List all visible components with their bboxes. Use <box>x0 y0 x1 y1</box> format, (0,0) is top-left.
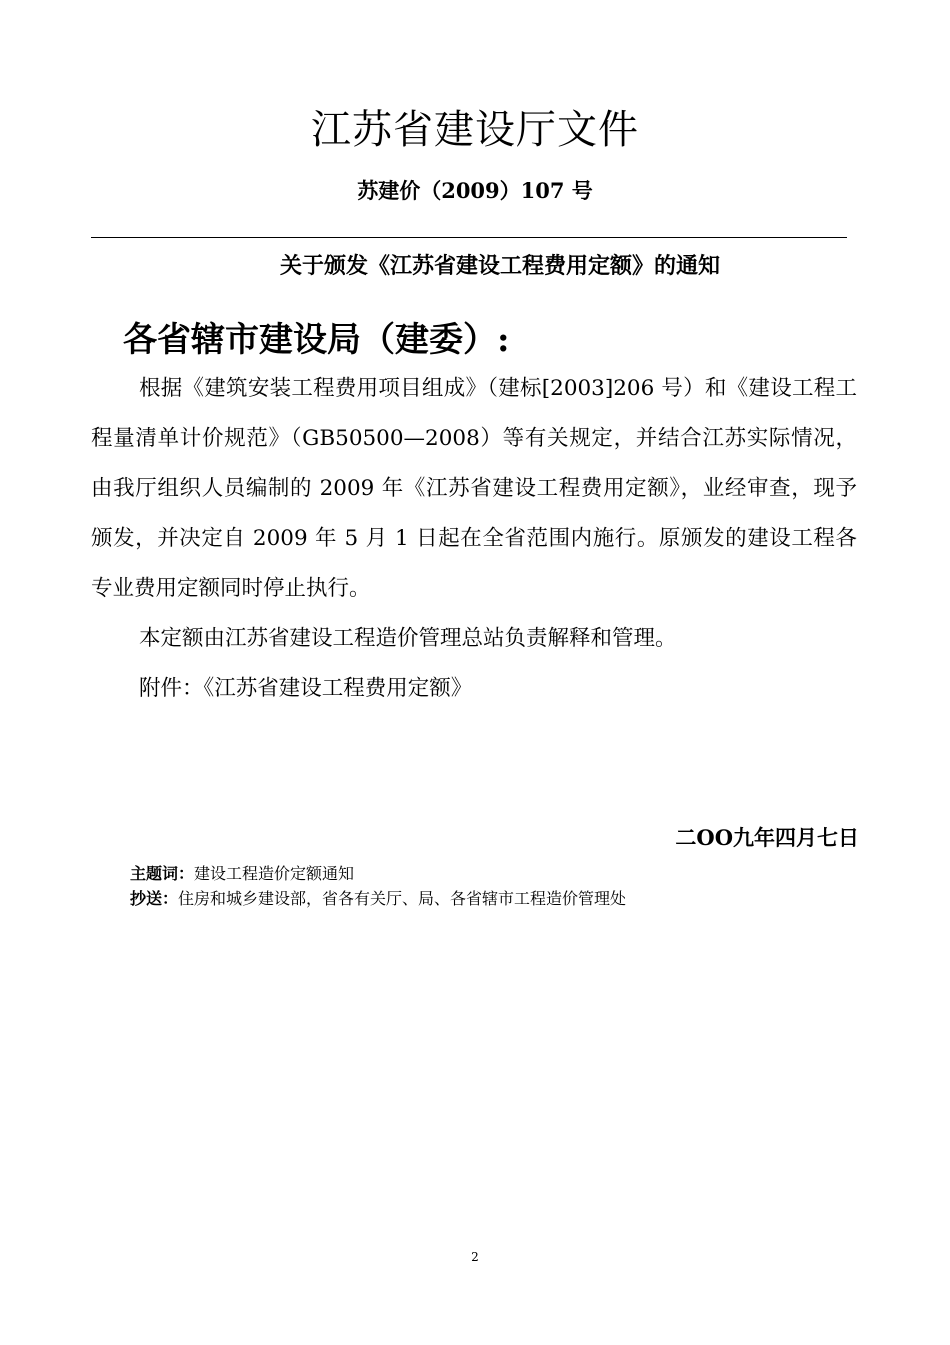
cc-value: 住房和城乡建设部，省各有关厅、局、各省辖市工程造价管理处 <box>178 889 627 908</box>
subject-keywords <box>130 862 354 886</box>
subject-label: 主题词： <box>130 864 195 883</box>
document-title: 江苏省建设厅文件 <box>311 107 639 153</box>
body-paragraph-attachment: 附件：《江苏省建设工程费用定额》 <box>139 676 473 701</box>
cc-list <box>130 887 626 911</box>
header-divider <box>91 237 847 238</box>
subject-value: 建设工程造价定额通知 <box>194 864 355 883</box>
document-number: 苏建价（2009）107 号 <box>357 178 593 203</box>
cc-label: 抄送： <box>130 889 179 908</box>
issue-date: 二OO九年四月七日 <box>675 825 859 850</box>
body-paragraph-1: 根据《建筑安装工程费用项目组成》（建标[2003]206 号）和《建设工程工程量清单计价规范》（GB50500—2008）等有关规定，并结合江苏实际情况，由我厅组织人员编制的 2009 年《江苏省建设工程费用定额》，业经审查，现予颁发，并决定自 2009 年 5 月 1 日起在全省范围内施行。原颁发的建设工程各专业费用定额同时停止执行。 <box>91 376 857 601</box>
page-number: 2 <box>471 1250 479 1264</box>
body-paragraph-2: 本定额由江苏省建设工程造价管理总站负责解释和管理。 <box>139 626 677 651</box>
salutation: 各省辖市建设局（建委）: <box>123 320 510 360</box>
notice-title: 关于颁发《江苏省建设工程费用定额》的通知 <box>279 253 720 279</box>
